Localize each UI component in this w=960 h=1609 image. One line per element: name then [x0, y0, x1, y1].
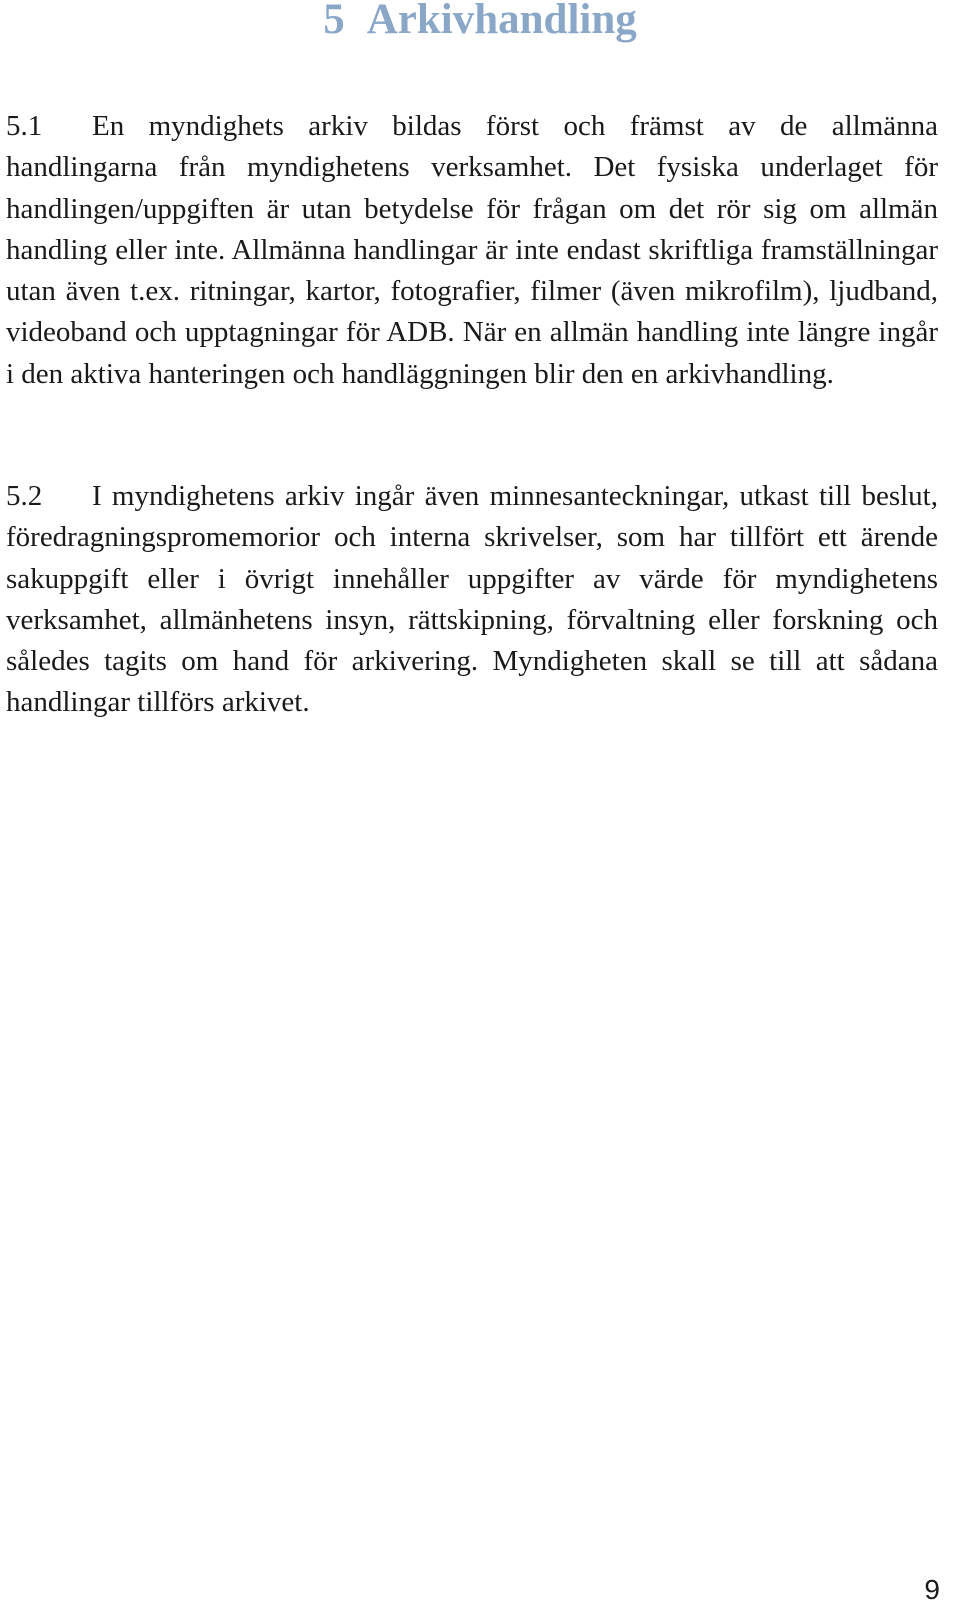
section-text: En myndighets arkiv bildas först och främst av de allmänna handlingarna från myndighetens verksamhet. Det fysiska underlaget för handlingen/uppgiften är utan betydelse för frågan om det rör sig om allmän handling eller inte. Allmänna handlingar är inte endast skriftliga framställningar utan även t.ex. ritningar, kartor, fotografier, filmer (även mikrofilm), ljudband, videoband och upptagningar för ADB. När en allmän handling inte längre ingår i den aktiva hanteringen och handläggningen blir den en arkivhandling. — [6, 110, 938, 390]
section-paragraph-5-1 — [6, 106, 938, 395]
section-text: I myndighetens arkiv ingår även minnesanteckningar, utkast till beslut, föredragningspromemorior och interna skrivelser, som har tillfört ett ärende sakuppgift eller i övrigt innehåller uppgifter av värde för myndighetens verksamhet, allmänhetens insyn, rättskipning, förvaltning eller forskning och således tagits om hand för arkivering. Myndigheten skall se till att sådana handlingar tillförs arkivet. — [6, 480, 938, 719]
chapter-title-text: Arkivhandling — [366, 0, 637, 43]
section-number: 5.1 — [6, 110, 43, 142]
chapter-number: 5 — [323, 0, 345, 43]
page-number: 9 — [924, 1574, 940, 1605]
section-paragraph-5-2 — [6, 476, 938, 724]
chapter-title — [0, 0, 960, 46]
section-number: 5.2 — [6, 480, 43, 512]
